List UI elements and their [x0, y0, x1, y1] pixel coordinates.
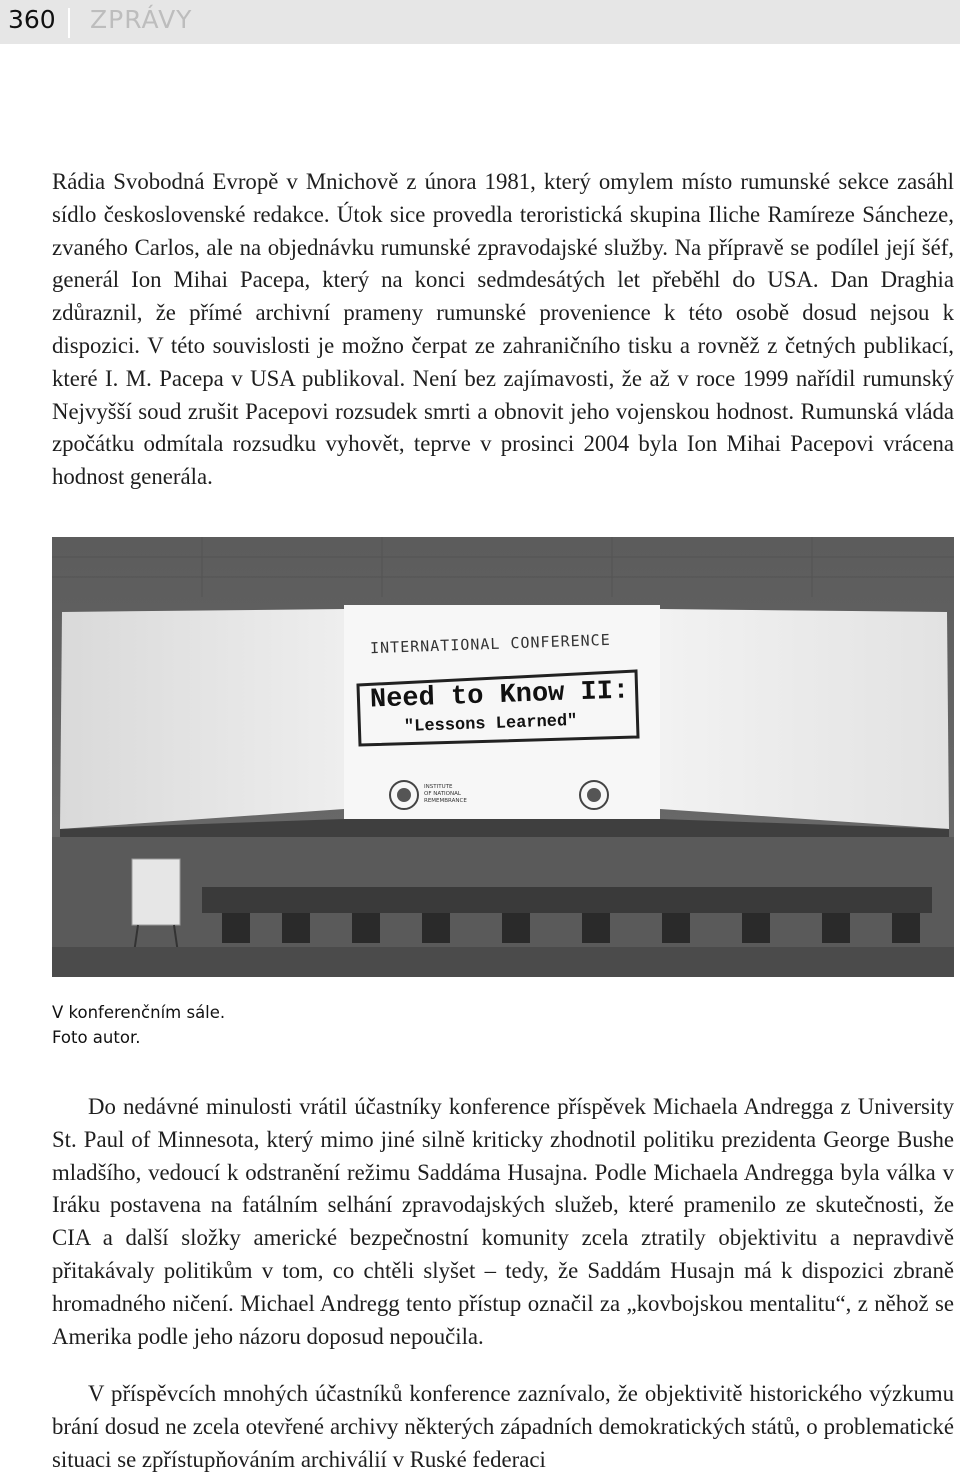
logo-line-2: OF NATIONAL [424, 791, 461, 797]
header-divider [68, 8, 70, 38]
photo-illustration [52, 537, 954, 977]
conference-hall-photo [52, 537, 954, 977]
caption-line-1: V konferenčním sále. [52, 1003, 226, 1022]
screen-heading: INTERNATIONAL CONFERENCE [369, 630, 611, 658]
photo-caption [52, 1000, 225, 1050]
page-number: 360 [8, 5, 56, 34]
institute-logo-text [424, 784, 467, 805]
screen-title: Need to Know II: [369, 676, 630, 716]
screen-subtitle: "Lessons Learned" [403, 711, 578, 738]
page-header [0, 0, 960, 44]
logo-line-3: REMEMBRANCE [424, 798, 467, 804]
caption-line-2: Foto autor. [52, 1028, 141, 1047]
body-paragraph-3: V příspěvcích mnohých účastníků konference zaznívalo, že objektivitě historického výzkumu brání dosud ne zcela otevřené archivy některých západních demokratických států, o problematické situaci se zpřístupňováním archiválií v Ruské federaci [52, 1381, 954, 1472]
body-paragraph-2: Do nedávné minulosti vrátil účastníky konference příspěvek Michaela Andregga z University St. Paul of Minnesota, který mimo jiné silně kriticky zhodnotil politiku prezidenta George Bushe mladšího, vedoucí k odstranění režimu Saddáma Husajna. Podle Michaela Andregga byla válka v Iráku postavena na fatálním selhání zpravodajských služeb, které pramenilo ze skutečnosti, že CIA a další složky americké bezpečnostní komunity zcela ztratily objektivitu a nepravdivě přitakávaly politikům v tom, co chtěli slyšet – tedy, že Saddám Husajn má k dispozici zbraně hromadného ničení. Michael Andregg tento přístup označil za „kovbojskou mentalitu“, z něhož se Amerika podle jeho názoru doposud nepoučila. [52, 1094, 954, 1349]
section-title: ZPRÁVY [90, 5, 193, 34]
body-paragraph-1: Rádia Svobodná Evropě v Mnichově z února 1981, který omylem místo rumunské sekce zasáhl sídlo československé redakce. Útok sice provedla teroristická skupina Iliche Ramíreze Sáncheze, zvaného Carlos, ale na objednávku rumunské zpravodajské služby. Na přípravě se podílel její šéf, generál Ion Mihai Pacepa, který na konci sedmdesátých let přeběhl do USA. Dan Draghia zdůraznil, že přímé archivní prameny rumunské provenience k této osobě dosud nejsou k dispozici. V této souvislosti je možno čerpat ze zahraničního tisku a rovněž z četných publikací, které I. M. Pacepa v USA publikoval. Není bez zajímavosti, že až v roce 1999 nařídil rumunský Nejvyšší soud zrušit Pacepovi rozsudek smrti a obnovit jeho vojenskou hodnost. Rumunská vláda zpočátku odmítala rozsudku vyhovět, teprve v prosinci 2004 byla Ion Mihai Pacepovi vrácena hodnost generála. [52, 169, 954, 490]
logo-line-1: INSTITUTE [424, 784, 453, 790]
